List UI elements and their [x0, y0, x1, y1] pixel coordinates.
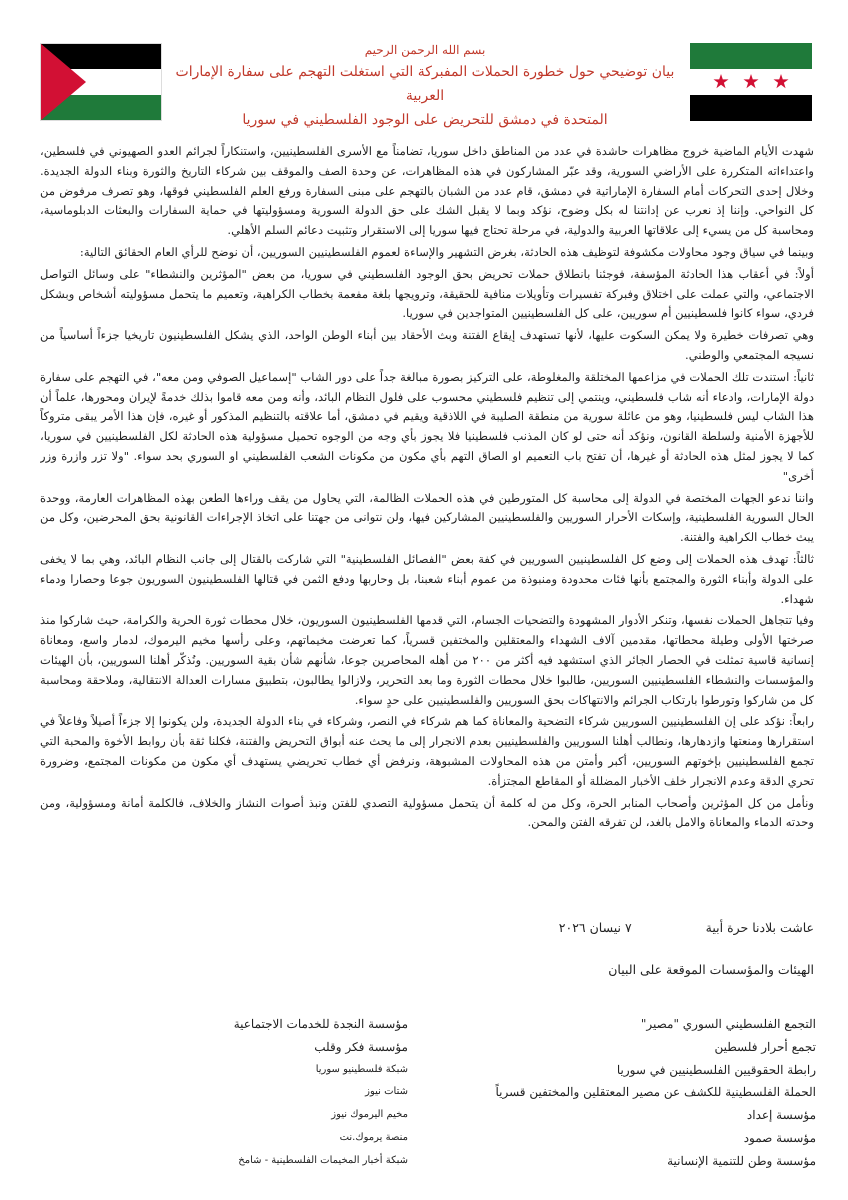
closing-slogan: عاشت بلادنا حرة أبية — [705, 920, 814, 935]
signer-item: مؤسسة وطن للتنمية الإنسانية — [667, 1153, 816, 1168]
signers-title: الهيئات والمؤسسات الموقعة على البيان — [608, 962, 814, 977]
paragraph: واننا ندعو الجهات المختصة في الدولة إلى محاسبة كل المتورطين في هذه الحملات الظالمة، التي يحاول من يقف وراءها الطعن بهذه المظاهرات العارمة، ووحدة الحال السورية الفلسطينية، وإسكات الأحرار السوريين والفلسطينيين المشاركين فيها، ولن نتوانى من جهتنا على اتخاذ الإجراءات القانونية بحق المحرضين، وكل من يبث خطاب الكراهية والفتنة. — [40, 490, 814, 545]
closing-line — [40, 920, 814, 935]
signer-item: شبكة أخبار المخيمات الفلسطينية - شامخ — [238, 1154, 408, 1166]
signer-item: مؤسسة صمود — [743, 1130, 816, 1145]
paragraph: ونأمل من كل المؤثرين وأصحاب المنابر الحرة، وكل من له كلمة أن يتحمل مسؤولية التصدي للفتن ونبذ أصوات النشاز والخلاف، فالكلمة أمانة ومسؤولية، ومن وحدته الدماء والمعاناة والامل بالغد، لن تفرقه الفتن والمحن. — [40, 795, 814, 830]
paragraph: وفيا تتجاهل الحملات نفسها، وتنكر الأدوار المشهودة والتضحيات الجسام، التي قدمها الفلسطينيون السوريون، خلال محطات ثورة الحرية والكرامة، حيث شاركوا منذ صرختها الأولى وطيلة محطاتها، مقدمين آلاف الشهداء والمعتقلين والمختفين قسرياً، كما تعرضت مخيماتهم، وعلى رأسها مخيم اليرموك، لدمار واسع، ومعاناة إنسانية قاسية تمثلت في الحصار الجائر الذي استشهد فيه أكثر من ٢٠٠ من أهله المحاصرين جوعا، شأنهم شأن بقية السوريين. ونُذكّر أهلنا السوريين، بأن الهيئات والمؤسسات والنشطاء الفلسطينيين السوريين، طالبوا خلال محطات الثورة وما بعد التحرير، ولازالوا يطالبون، بتطبيق مسارات العدالة الانتقالية، وملاحقة ومحاسبة كل من شاركوا وتورطوا بارتكاب الجرائم والانتهاكات بحق السوريين والفلسطينيين على حدٍ سواء. — [40, 613, 814, 707]
signer-item: الحملة الفلسطينية للكشف عن مصير المعتقلين والمختفين قسرياً — [495, 1085, 816, 1100]
flag-stripe-black — [690, 95, 812, 121]
paragraph: وهي تصرفات خطيرة ولا يمكن السكوت عليها، لأنها تستهدف إيقاع الفتنة وبث الأحقاد بين أبناء الوطن الواحد، الذي يشكل الفلسطينيون تاريخيا جزءاً أساسياً من نسيجه المجتمعي والوطني. — [40, 328, 814, 362]
statement-body — [40, 142, 814, 864]
paragraph: ثانياً: استندت تلك الحملات في مزاعمها المختلقة والمغلوطة، على التركيز بصورة مبالغة جداً على دور الشاب "إسماعيل الصوفي ومن معه"، في التهجم على سفارة دولة الإمارات، وادعاء أنه شاب فلسطيني، وينتمي إلى تنظيم فلسطيني محسوب على فلول النظام البائد، وأنه ومن معه قاموا بذلك خدمةً لإيران ومحورها، علماً أن هذا الشاب ليس فلسطينيا، وهو من عائلة سورية من منطقة الصليبة في اللاذقية ويقيم في دمشق، أما علاقته بالتنظيم المذكور أو غيره، فإن هذا الأمر يبقى متروكاً للأجهزة الأمنية ولسلطة القانون، ونؤكد أنه حتى لو كان المذنب فلسطينيا فلا يجوز بأي وجه من الوجوه تحميل مسؤولية هذه الحادثة لكل الفلسطينيين في سوريا، كما لا يجوز لمثل هذه الحادثة أو غيرها، أن تفتح باب التعميم او الصاق التهم بأي مكون من مكونات الشعب الفلسطيني او السوري بحد سواء. "ولا تزر وازرة وزر أخرى" — [40, 369, 814, 483]
syria-revolution-flag — [690, 43, 812, 121]
palestine-flag — [40, 43, 162, 121]
statement-date: ٧ نيسان ٢٠٢٦ — [558, 920, 632, 935]
paragraph: ثالثاً: تهدف هذه الحملات إلى وضع كل الفلسطينيين السوريين في كفة بعض "الفصائل الفلسطينية" التي شاركت بالقتال إلى جانب النظام البائد، وهي بما لا يخفى على الدولة وأبناء الثورة والمجتمع بأنها فئات محدودة ومنبوذة من عموم أبناء شعبنا، بل وحاربها ودفع الثمن في قتالها الفلسطينيون السوريون جوعا وحصارا ودماء شهداء. — [40, 551, 814, 606]
signer-item: منصة يرموك.نت — [339, 1131, 408, 1143]
signer-item: مؤسسة النجدة للخدمات الاجتماعية — [233, 1017, 408, 1031]
signer-item: مخيم اليرموك نيوز — [331, 1109, 408, 1121]
signer-item: شتات نيوز — [365, 1086, 408, 1098]
statement-title-line-2: المتحدة في دمشق للتحريض على الوجود الفلسطيني في سوريا — [242, 112, 608, 128]
paragraph: وبينما في سياق وجود محاولات مكشوفة لتوظيف هذه الحادثة، بغرض التشهير والإساءة لعموم الفلسطينيين السوريين، أن نوضح للرأي العام الحقائق التالية: — [79, 244, 814, 259]
signer-item: رابطة الحقوقيين الفلسطينيين في سوريا — [616, 1062, 816, 1077]
paragraph: رابعاً: نؤكد على إن الفلسطينيين السوريين شركاء التضحية والمعاناة كما هم شركاء في النصر، وشركاء في بناء الدولة الجديدة، ولن يكونوا إلا جزءاً أصيلاً وفاعلاً في استقرارها ومنعتها وازدهارها، ونطالب أهلنا السوريين والفلسطينيين بعدم الانجرار إلى ما يحث عنه أبواق التحريض والفتنة، فكلنا ثقة بأن روابط الأخوة والمحبة التي تجمع الفلسطينيين بإخوتهم السوريين، أكبر وأمتن من هذه المحاولات المشبوهة، ونرفض أي خطاب تحريضي يستهدف أي مكون من مكونات المجتمع، وضرورة تحري الدقة وعدم الانجرار خلف الأخبار المضللة أو المقاطع المجتزأة. — [40, 714, 814, 788]
statement-header — [170, 40, 680, 132]
signer-item: مؤسسة فكر وقلب — [314, 1039, 408, 1054]
paragraph: شهدت الأيام الماضية خروج مظاهرات حاشدة في عدد من المناطق داخل سوريا، تضامناً مع الأسرى الفلسطينيين، واستنكاراً لجرائم العدو الصهيوني في فلسطين، واعتداءاته المتكررة على الأراضي السورية، وقد عبّر المشاركون في هذه المظاهرات، عن وحدة الصف والموقف بين شركاء التاريخ والثورة وبناء الدولة الجديدة. وخلال إحدى التحركات أمام السفارة الإماراتية في دمشق، قام عدد من الشبان بالتهجم على مبنى السفارة ورفع العلم الفلسطيني فوقها، وهو تصرف مرفوض من كل النواحي. وإننا إذ نعرب عن إدانتنا له بكل وضوح، نؤكد وبما لا يقبل الشك على حق الدولة السورية ومسؤوليتها في حماية السفارات والبعثات الدبلوماسية، ومحاسبة كل من يسيء إلى علاقاتها العربية والدولية، في مرحلة تحتاج فيها سوريا إلى الاستقرار وتثبيت دعائم السلم الأهلي. — [40, 144, 814, 238]
statement-title-line-1: بيان توضيحي حول خطورة الحملات المفبركة التي استغلت التهجم على سفارة الإمارات العربية — [175, 64, 675, 104]
signers-list-right — [486, 1013, 816, 1173]
signer-item: شبكة فلسطينيو سوريا — [315, 1063, 408, 1075]
signers-list-left — [148, 1013, 408, 1173]
paragraph: أولاً: في أعقاب هذا الحادثة المؤسفة، فوجئنا بانطلاق حملات تحريض بحق الوجود الفلسطيني في سوريا، من بعض "المؤثرين والنشطاء" على وسائل التواصل الاجتماعي، والتي عملت على اختلاق وفبركة تفسيرات وتأويلات منافية للحقيقة، وترويجها بلغة مفعمة بخطاب الكراهية، وتعميم ما يتحمل مسؤوليته أشخاص وبشكل فردي، سواء كانوا فلسطينيين أم سوريين، على كل الفلسطينيين المتواجدين في سوريا. — [40, 266, 814, 321]
signer-item: مؤسسة إعداد — [746, 1108, 816, 1123]
basmala: بسم الله الرحمن الرحيم — [364, 43, 486, 57]
flag-stripe-green — [690, 43, 812, 69]
signer-item: التجمع الفلسطيني السوري "مصير" — [640, 1017, 816, 1031]
signer-item: تجمع أحرار فلسطين — [714, 1039, 816, 1054]
